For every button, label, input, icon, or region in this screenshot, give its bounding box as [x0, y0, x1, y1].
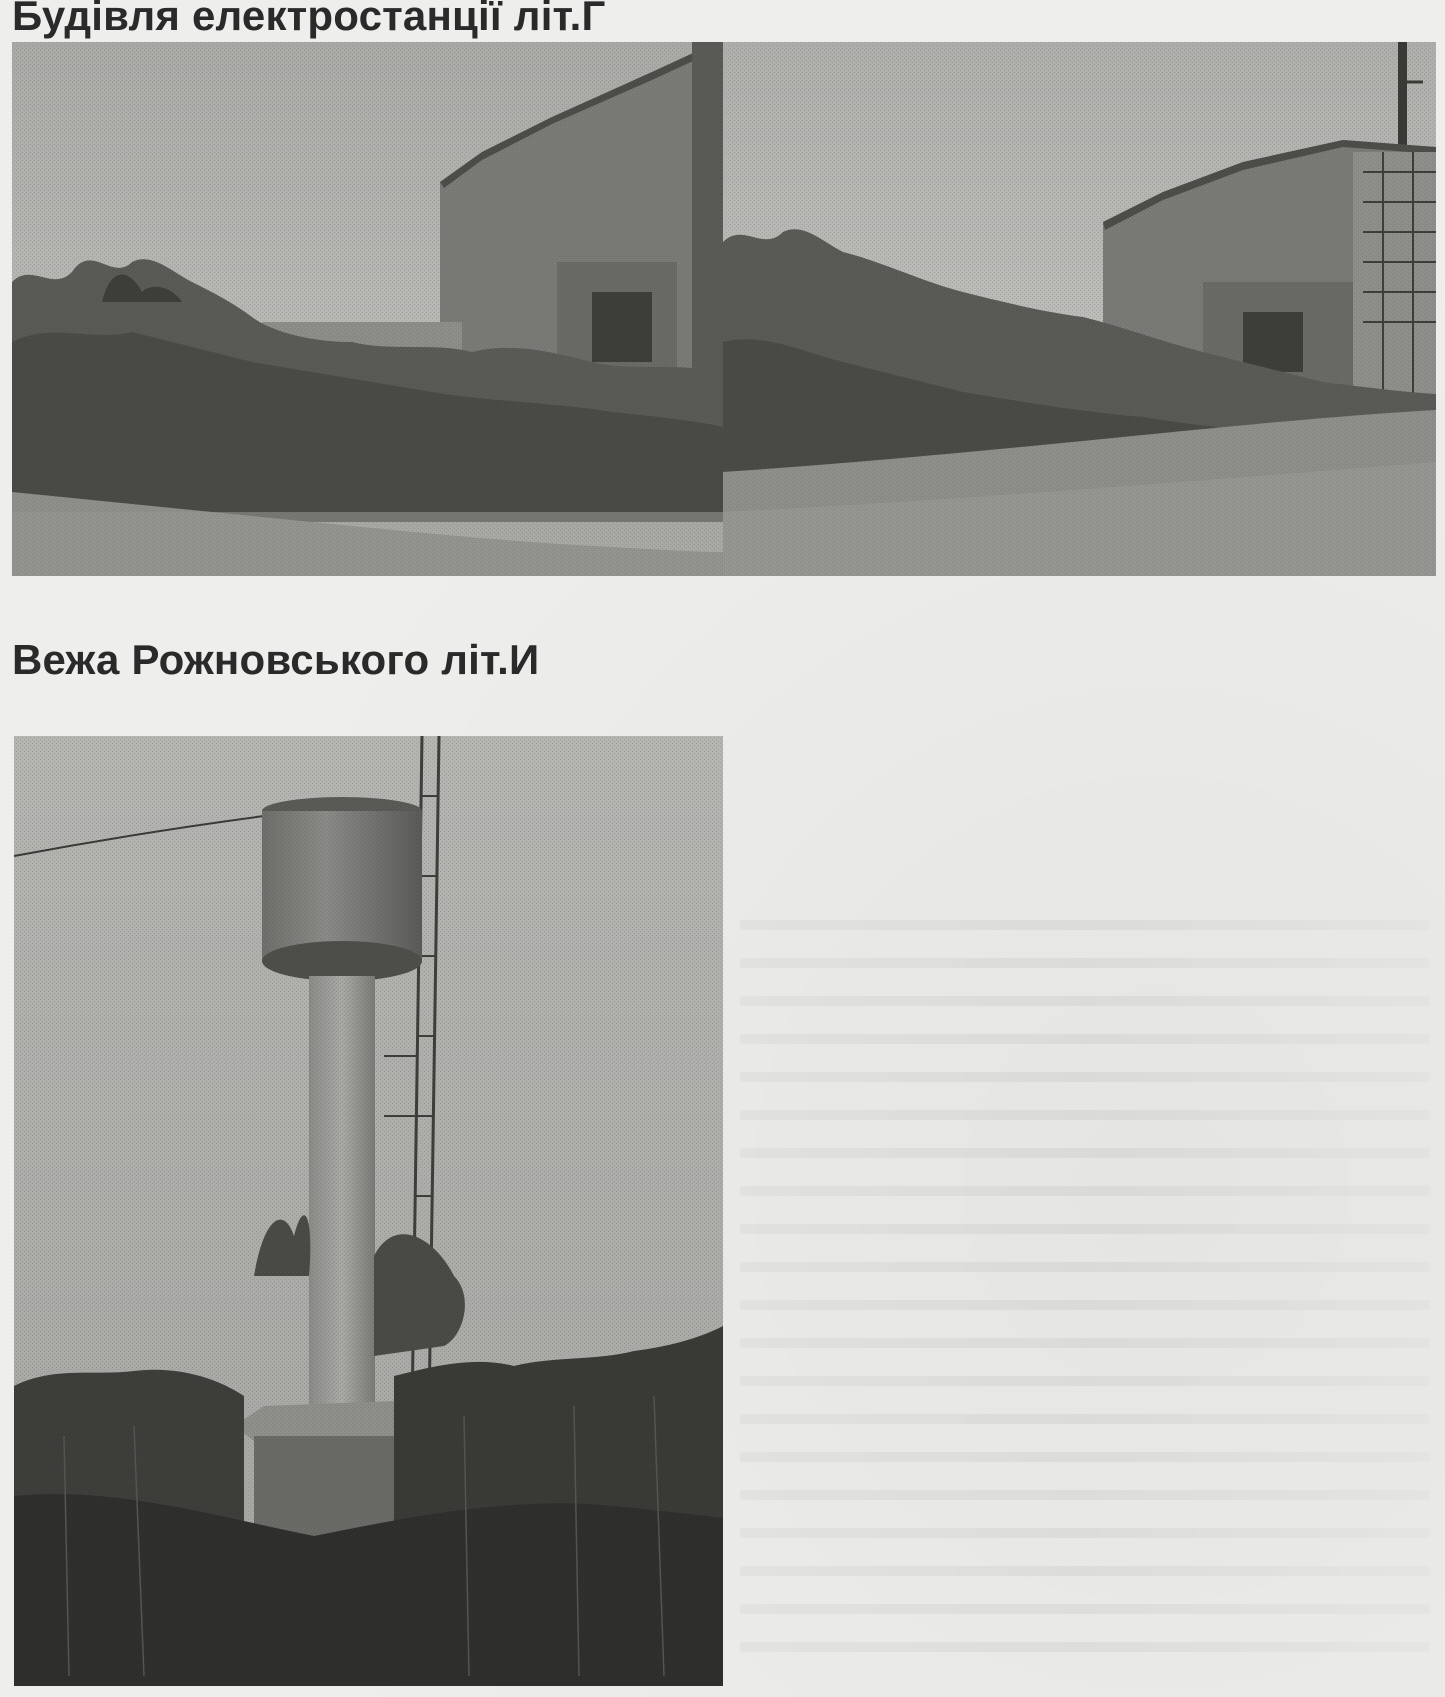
section-title-water-tower: Вежа Рожновського літ.И — [12, 636, 540, 683]
power-station-photo-right — [723, 42, 1436, 576]
water-tower-photo — [14, 736, 723, 1686]
section-title-power-station: Будівля електростанції літ.Г — [12, 0, 606, 39]
power-station-photo-left — [12, 42, 723, 576]
